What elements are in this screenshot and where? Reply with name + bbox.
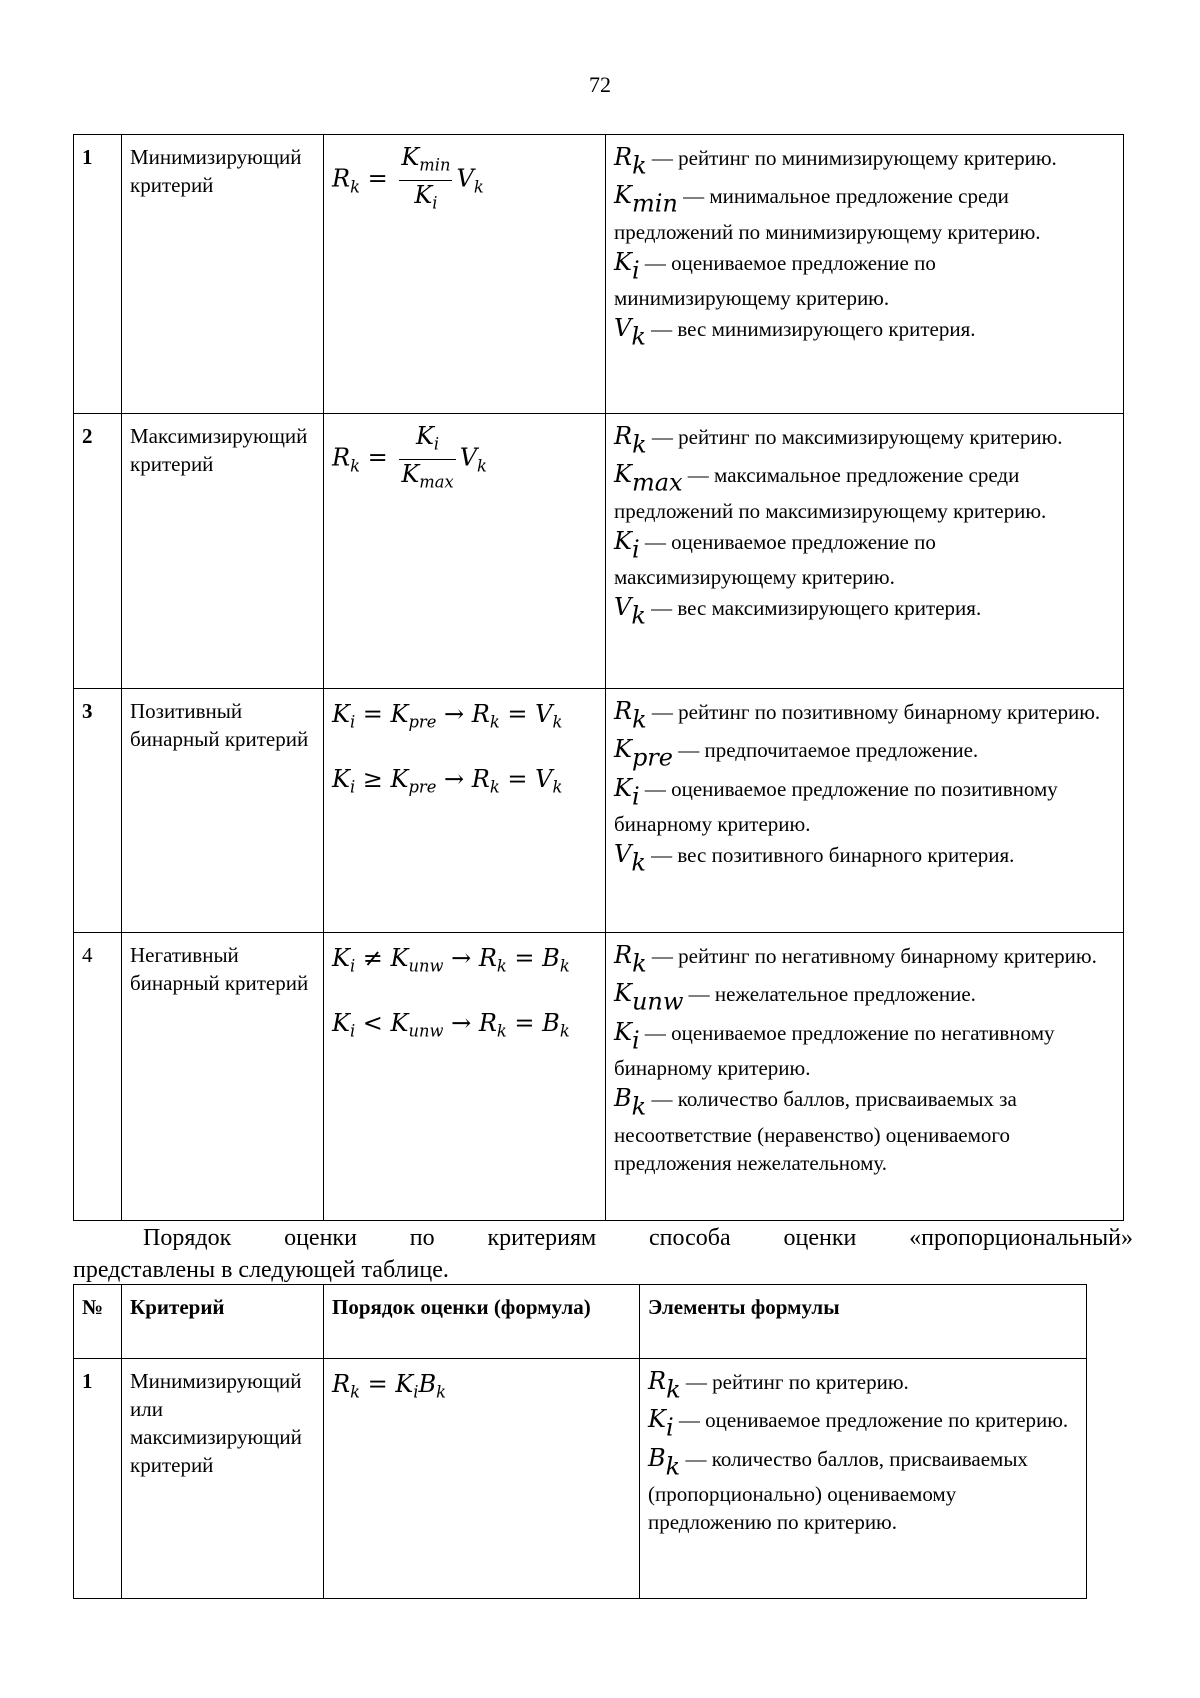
definition: $K_i$ — оцениваемое предложение по минимизирующему критерию. bbox=[614, 247, 936, 311]
definition: $K_i$ — оцениваемое предложение по критерию. bbox=[648, 1405, 1069, 1442]
fraction: $\frac{K_i}{K_{max}}$ bbox=[401, 422, 454, 492]
row-number: 3 bbox=[74, 689, 122, 933]
table-row bbox=[74, 414, 1124, 689]
formula-line: $K_i \ge K_{pre} \to R_k = V_k$ bbox=[332, 764, 563, 797]
formula bbox=[324, 689, 606, 933]
intro-line: представлены в следующей таблице. bbox=[73, 1257, 449, 1283]
formula-elements bbox=[640, 1359, 1087, 1599]
definition: $R_k$ — рейтинг по позитивному бинарному критерию. bbox=[614, 697, 1101, 734]
definition: $K_i$ — оцениваемое предложение по негативному бинарному критерию. bbox=[614, 1017, 1055, 1081]
criterion-name: Минимизирующий критерий bbox=[122, 135, 324, 414]
definition: $R_k$ — рейтинг по критерию. bbox=[648, 1367, 909, 1404]
definition: $K_i$ — оцениваемое предложение по позитивному бинарному критерию. bbox=[614, 773, 1058, 837]
intro-paragraph bbox=[73, 1222, 1133, 1286]
formula-elements bbox=[606, 933, 1124, 1221]
column-header: Элементы формулы bbox=[640, 1285, 1087, 1359]
definition: $B_k$ — количество баллов, присваиваемых за несоответствие (неравенство) оцениваемого предложения нежелательному. bbox=[614, 1084, 1017, 1175]
column-header: Порядок оценки (формула) bbox=[324, 1285, 640, 1359]
formula-line: $K_i \ne K_{unw} \to R_k = B_k$ bbox=[332, 944, 570, 976]
definition: $V_k$ — вес минимизирующего критерия. bbox=[614, 314, 976, 351]
definition: $B_k$ — количество баллов, присваиваемых (пропорционально) оцениваемому предложению по критерию. bbox=[648, 1443, 1028, 1535]
definition: $K_{pre}$ — предпочитаемое предложение. bbox=[614, 735, 979, 772]
column-header: Критерий bbox=[122, 1285, 324, 1359]
definition: $R_k$ — рейтинг по негативному бинарному критерию. bbox=[614, 941, 1097, 978]
table-row bbox=[74, 135, 1124, 414]
criterion-name: Позитивный бинарный критерий bbox=[122, 689, 324, 933]
fraction: $\frac{K_{min}}{K_i}$ bbox=[401, 143, 451, 213]
column-header: № bbox=[74, 1285, 122, 1359]
row-number: 4 bbox=[74, 933, 122, 1221]
definition: $K_i$ — оцениваемое предложение по максимизирующему критерию. bbox=[614, 526, 936, 590]
formula: $R_k = K_iB_k$ bbox=[324, 1359, 640, 1599]
criteria-table bbox=[73, 134, 1124, 1221]
criterion-name: Максимизирующий критерий bbox=[122, 414, 324, 689]
formula-elements bbox=[606, 414, 1124, 689]
formula bbox=[324, 933, 606, 1221]
page-number: 72 bbox=[589, 72, 611, 97]
definition: $K_{unw}$ — нежелательное предложение. bbox=[614, 979, 976, 1016]
table-row bbox=[74, 689, 1124, 933]
row-number: 2 bbox=[74, 414, 122, 689]
formula-elements bbox=[606, 689, 1124, 933]
definition: $R_k$ — рейтинг по минимизирующему критерию. bbox=[614, 143, 1057, 180]
definition: $R_k$ — рейтинг по максимизирующему критерию. bbox=[614, 422, 1063, 459]
proportional-criteria-table bbox=[73, 1284, 1087, 1599]
table-header-row bbox=[74, 1285, 1087, 1359]
formula-line: $K_i < K_{unw} \to R_k = B_k$ bbox=[332, 1008, 570, 1041]
formula: $R_k$ = $\frac{K_{min}}{K_i}$ $V_k$ bbox=[324, 135, 606, 414]
definition: $V_k$ — вес максимизирующего критерия. bbox=[614, 593, 982, 630]
row-number: 1 bbox=[74, 1359, 122, 1599]
definition: $K_{max}$ — максимальное предложение среди предложений по максимизирующему критерию. bbox=[614, 460, 1047, 523]
definition: $K_{min}$ — минимальное предложение среди предложений по минимизирующему критерию. bbox=[614, 181, 1041, 244]
table-row bbox=[74, 933, 1124, 1221]
criterion-name: Негативный бинарный критерий bbox=[122, 933, 324, 1221]
criterion-name: Минимизирующий или максимизирующий критерий bbox=[122, 1359, 324, 1599]
table-row bbox=[74, 1359, 1087, 1599]
formula-elements bbox=[606, 135, 1124, 414]
row-number: 1 bbox=[74, 135, 122, 414]
intro-line: Порядок оценки по критериям способа оценки «пропорциональный» bbox=[143, 1225, 1133, 1251]
formula-line: $K_i = K_{pre} \to R_k = V_k$ bbox=[332, 700, 563, 732]
formula: $R_k$ = $\frac{K_i}{K_{max}}$ $V_k$ bbox=[324, 414, 606, 689]
definition: $V_k$ — вес позитивного бинарного критерия. bbox=[614, 840, 1015, 877]
